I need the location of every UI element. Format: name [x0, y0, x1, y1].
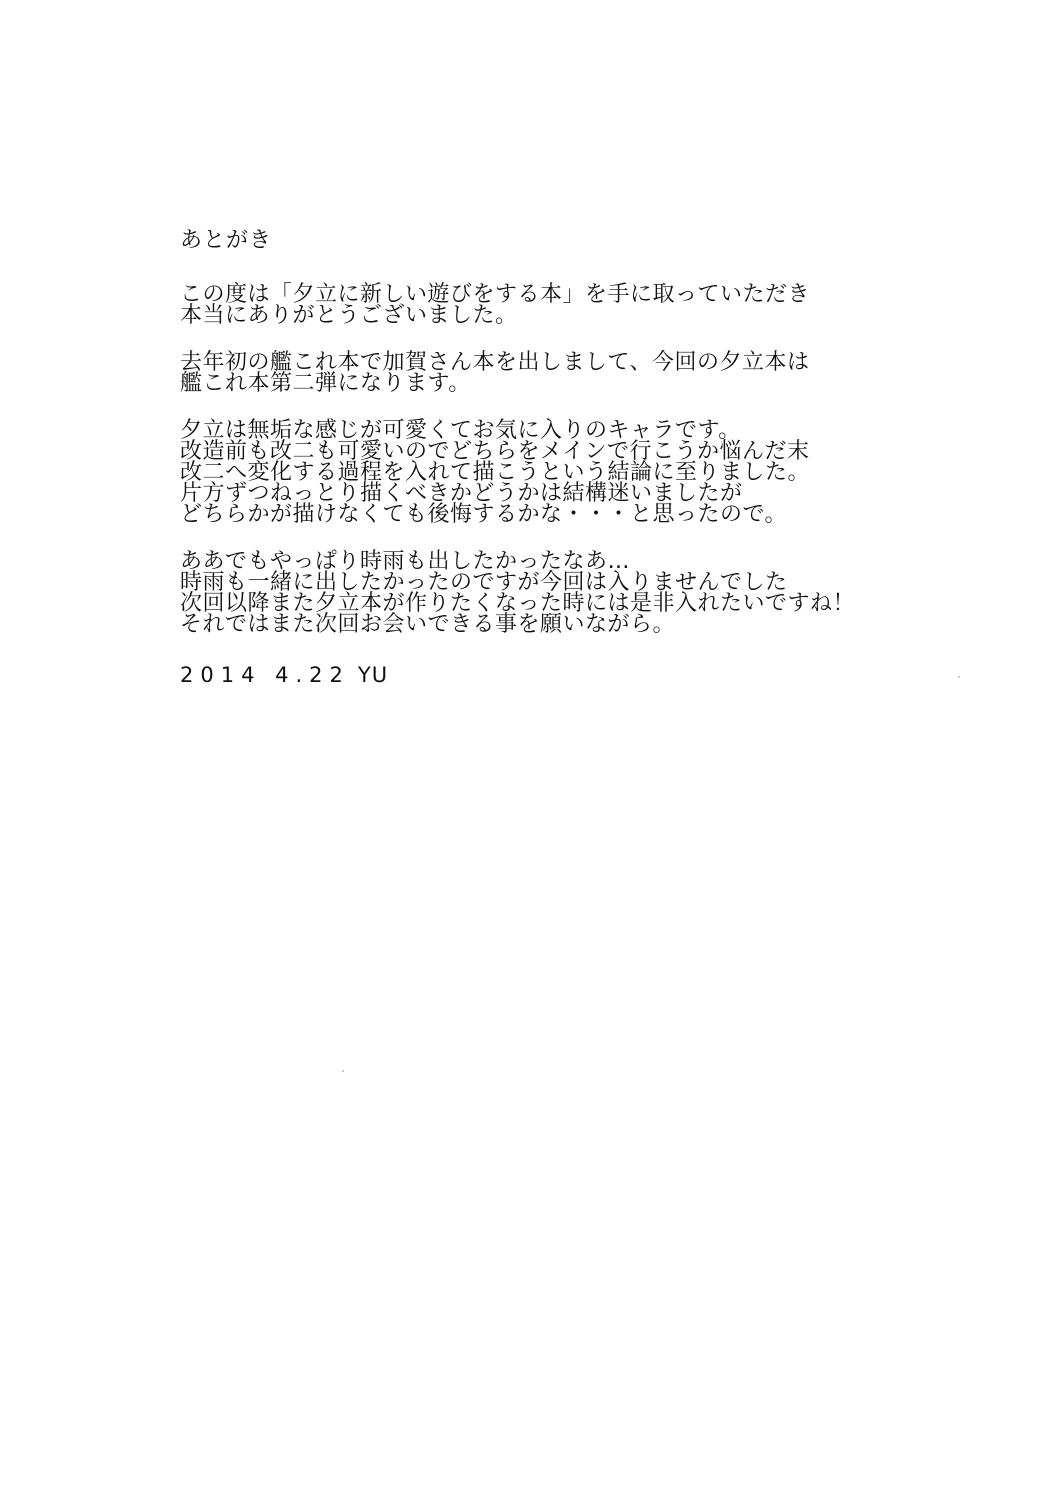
paragraph-closing — [180, 551, 880, 635]
text-line: 本当にありがとうございました。 — [180, 303, 518, 328]
text-line: 夕立は無垢な感じが可愛くてお気に入りのキャラです。 — [180, 418, 741, 443]
text-line: 去年初の艦これ本で加賀さん本を出しまして、今回の夕立本は — [180, 350, 810, 375]
paragraph-series — [180, 352, 880, 394]
paragraph-character — [180, 420, 880, 525]
text-line: それではまた次回お会いできる事を願いながら。 — [180, 612, 676, 637]
text-line: ああでもやっぱり時雨も出したかったなあ… — [180, 549, 631, 574]
signature — [180, 663, 880, 687]
text-line: 改造前も改二も可愛いのでどちらをメインで行こうか悩んだ末 — [180, 439, 810, 464]
text-line: 艦これ本第二弾になります。 — [180, 371, 471, 396]
text-line: 時雨も一緒に出したかったのですが今回は入りませんでした — [180, 570, 788, 595]
text-line: 改二へ変化する過程を入れて描こうという結論に至りました。 — [180, 460, 811, 485]
paragraph-thanks — [180, 284, 880, 326]
scan-speck — [342, 1070, 344, 1072]
scan-speck — [958, 676, 960, 678]
text-line: この度は「夕立に新しい遊びをする本」を手に取っていただき — [180, 282, 811, 307]
text-line: どちらかが描けなくても後悔するかな・・・と思ったので。 — [180, 502, 788, 527]
signature-date: 2014 4.22 — [180, 663, 350, 687]
afterword-heading: あとがき — [180, 228, 273, 253]
afterword-text — [180, 228, 880, 687]
signature-author: YU — [357, 663, 389, 687]
text-line: 次回以降また夕立本が作りたくなった時には是非入れたいですね！ — [180, 591, 856, 616]
text-line: 片方ずつねっとり描くべきかどうかは結構迷いましたが — [180, 481, 743, 506]
